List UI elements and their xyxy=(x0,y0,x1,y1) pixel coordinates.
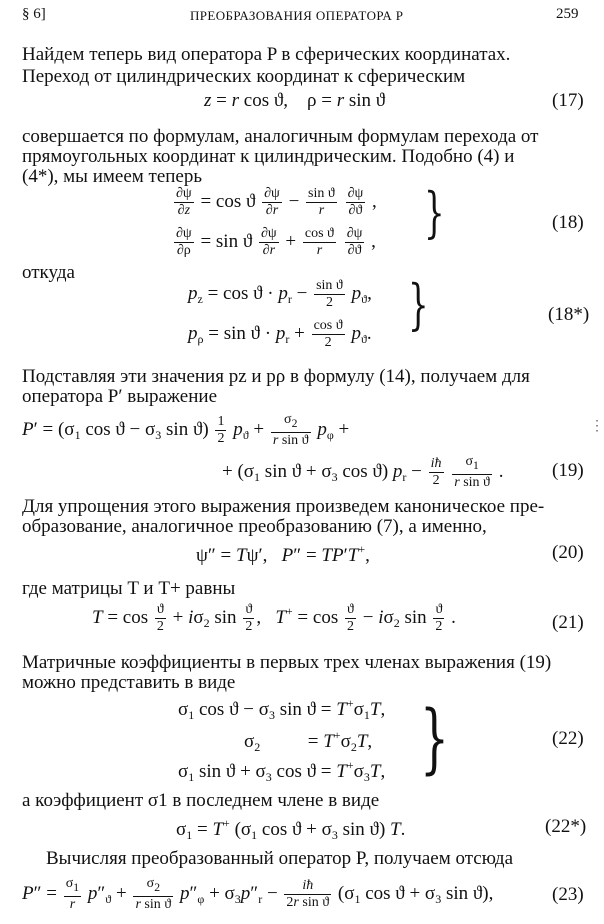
equation-18-line1: $\frac{\partial\psi}{\partial z}$ = cos ϑ $\frac{\partial\psi}{\partial r}$ − $\frac{\text{sin ϑ}}{r}$ $\frac{\partial\psi}{\partial ϑ}$ , xyxy=(176,186,377,218)
equation-number: (18*) xyxy=(548,304,590,325)
paragraph-line: а коэффициент σ1 в последнем члене в виде xyxy=(22,790,380,811)
right-brace: } xyxy=(420,693,450,782)
equation-18s-line2: $p_\rho = \sin ϑ \cdot p_r$ + $\frac{\text{cos ϑ}}{2}$ $p_ϑ$. xyxy=(188,318,372,350)
paragraph-line: Подставляя эти значения pz и pρ в формулу (14), получаем для xyxy=(22,366,530,387)
paragraph-line: Переход от цилиндрических координат к сферическим xyxy=(22,66,466,87)
right-brace: } xyxy=(408,273,429,336)
page-number: 259 xyxy=(556,6,579,22)
equation-number: (20) xyxy=(552,542,584,563)
paragraph-line: совершается по формулам, аналогичным формулам перехода от xyxy=(22,126,539,147)
equation-18s-line1: $p_z = \cos ϑ \cdot p_r$ − $\frac{\text{sin ϑ}}{2}$ $p_ϑ$, xyxy=(188,278,372,310)
equation-19-line2: + ($\sigma_1$ $\sin ϑ + \sigma_3$ cos ϑ) $p_r$ − $\frac{iħ}{2}$ $\frac{\sigma_1}{\text{r sin ϑ}}$ . xyxy=(222,454,504,490)
paragraph-line: где матрицы T и T+ равны xyxy=(22,578,236,599)
equation-23: P″ = $\frac{\sigma_1}{r}$ $p''_ϑ$ + $\frac{\sigma_2}{\text{r sin ϑ}}$ $p''_\varphi + \sigma_3p''_r$ − $\frac{iħ}{\text{2r sin ϑ}}$ ($\sigma_1$ $\cos ϑ + \sigma_3$ sin ϑ), xyxy=(22,876,494,912)
paragraph-line: Вычисляя преобразованный оператор P, получаем отсюда xyxy=(46,848,514,869)
equation-number: (23) xyxy=(552,884,584,905)
equation-22s: $\sigma_1 = T^+$ ($\sigma_1$ $\cos ϑ + \sigma_3$ sin ϑ) T. xyxy=(176,816,406,842)
equation-22-line1: $\sigma_1$ $\cos ϑ - \sigma_3$ $\sin ϑ = T^+\sigma_1T$, xyxy=(178,696,386,722)
right-brace: } xyxy=(424,181,445,244)
equation-18-line2: $\frac{\partial\psi}{\partial\rho}$ = sin ϑ $\frac{\partial\psi}{\partial r}$ + $\frac{\text{cos ϑ}}{r}$ $\frac{\partial\psi}{\partial ϑ}$ , xyxy=(176,226,376,258)
paragraph-line: оператора P′ выражение xyxy=(22,386,218,407)
paragraph-line: прямоугольных координат к цилиндрическим. Подобно (4) и xyxy=(22,146,515,167)
equation-number: (18) xyxy=(552,212,584,233)
margin-dots: ⋮ xyxy=(590,419,604,434)
equation-17: z = r cos ϑ, ρ = r sin ϑ xyxy=(204,90,386,111)
running-title: ПРЕОБРАЗОВАНИЯ ОПЕРАТОРА P xyxy=(190,8,404,23)
equation-number: (22*) xyxy=(545,816,587,837)
paragraph-line: Найдем теперь вид оператора P в сферических координатах. xyxy=(22,44,511,65)
equation-22-line3: $\sigma_1$ $\sin ϑ + \sigma_3$ $\cos ϑ = T^+\sigma_3T$, xyxy=(178,758,386,784)
paragraph-line: (4*), мы имеем теперь xyxy=(22,166,203,187)
section-label: § 6] xyxy=(22,6,46,22)
paragraph-line: откуда xyxy=(22,262,75,283)
equation-number: (21) xyxy=(552,612,584,633)
equation-19-line1: $P' = (\sigma_1$ $\cos ϑ - \sigma_3$ sin ϑ) $\frac{1}{2}$ $p_ϑ$ + $\frac{\sigma_2}{\text{r sin ϑ}}$ $p_\varphi$ + xyxy=(22,412,350,448)
equation-20: ψ″ = Tψ′, P″ = TP′T+, xyxy=(196,542,370,566)
paragraph-line: можно представить в виде xyxy=(22,672,236,693)
equation-number: (17) xyxy=(552,90,584,111)
equation-number: (22) xyxy=(552,728,584,749)
paragraph-line: Для упрощения этого выражения произведем каноническое пре- xyxy=(22,496,545,517)
equation-number: (19) xyxy=(552,460,584,481)
equation-21: T = cos $\frac{ϑ}{2}$ + $i\sigma_2$ sin $\frac{ϑ}{2}$ , T+ = cos $\frac{ϑ}{2}$ − $i\sigma_2$ sin $\frac{ϑ}{2}$ . xyxy=(92,602,456,634)
equation-22-line2: $\sigma_2$ = $T^+\sigma_2T$, xyxy=(244,728,373,754)
paragraph-line: Матричные коэффициенты в первых трех членах выражения (19) xyxy=(22,652,552,673)
paragraph-line: образование, аналогичное преобразованию (7), а именно, xyxy=(22,516,487,537)
